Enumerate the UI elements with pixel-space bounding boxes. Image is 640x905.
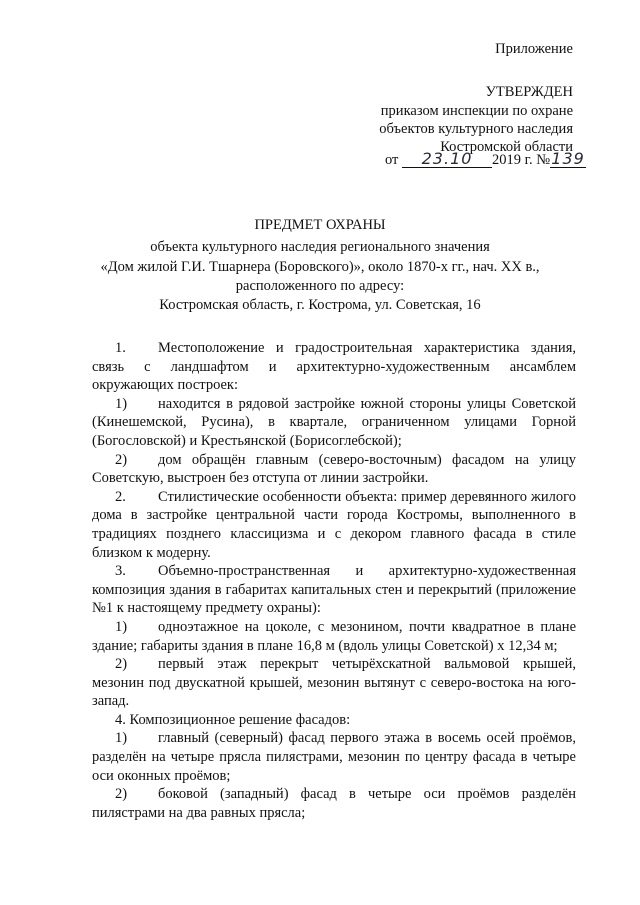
order-line-1: приказом инспекции по охране: [380, 103, 573, 119]
document-title: ПРЕДМЕТ ОХРАНЫ: [254, 217, 386, 233]
paragraph-1-1: 1) находится в рядовой застройке южной стороны улицы Советской (Кинешемской, Русина), в квартале, ограниченном улицами Горной (Богословской) и Крестьянской (Борисоглебской);: [92, 395, 576, 449]
subtitle-line-3: расположенного по адресу:: [235, 278, 405, 294]
paragraph-number: 1): [115, 730, 128, 747]
subtitle-line-2: «Дом жилой Г.И. Тшарнера (Боровского)», около 1870-х гг., нач. XX в.,: [100, 259, 540, 275]
order-line-3: Костромской области: [440, 139, 573, 155]
handwritten-number: 139: [551, 149, 585, 168]
order-date-field: [402, 149, 492, 168]
document-body: [92, 339, 576, 822]
paragraph-number: 2): [115, 786, 128, 803]
paragraph-4-2: 2) боковой (западный) фасад в четыре оси проёмов разделён пилястрами на два равных прясла;: [92, 786, 576, 821]
order-date-line: [385, 149, 586, 169]
subtitle-line-1: объекта культурного наследия регионального значения: [150, 239, 490, 255]
appendix-label: Приложение: [495, 41, 573, 57]
paragraph-number: 1): [115, 395, 128, 412]
paragraph-3-2: 2) первый этаж перекрыт четырёхскатной вальмовой крышей, мезонин под двускатной крышей, мезонин вытянут с северо-востока на юго-запад.: [92, 656, 576, 710]
paragraph-3-1: 1) одноэтажное на цоколе, с мезонином, почти квадратное в плане здание; габариты здания в плане 16,8 м (вдоль улицы Советской) х 12,34 м;: [92, 618, 576, 654]
paragraph-number: 1.: [115, 340, 126, 356]
paragraph-number: 1): [115, 618, 128, 635]
paragraph-2: 2. Стилистические особенности объекта: пример деревянного жилого дома в застройке центральной части города Костромы, выполненного в традициях позднего классицизма и с декором главного фасада в стиле близком к модерну.: [92, 488, 576, 561]
paragraph-4: 4. Композиционное решение фасадов:: [115, 711, 351, 728]
date-suffix: 2019 г. №: [492, 152, 551, 168]
date-prefix: от: [385, 152, 399, 168]
paragraph-number: 3.: [115, 563, 126, 580]
paragraph-1: 1. Местоположение и градостроительная характеристика здания, связь с ландшафтом и архитектурно-художественным ансамблем окружающих построек:: [92, 340, 576, 394]
paragraph-number: 2): [115, 656, 128, 673]
paragraph-number: 2.: [115, 488, 126, 505]
paragraph-3: 3. Объемно-пространственная и архитектурно-художественная композиция здания в габаритах капитальных стен и перекрытий (приложение №1 к настоящему предмету охраны):: [92, 563, 576, 617]
order-number-field: [550, 149, 586, 168]
address-line: Костромская область, г. Кострома, ул. Советская, 16: [159, 297, 481, 313]
paragraph-number: 2): [115, 451, 128, 468]
handwritten-date: 23.10: [421, 149, 473, 168]
approved-label: УТВЕРЖДЕН: [485, 84, 573, 100]
paragraph-4-1: 1) главный (северный) фасад первого этажа в восемь осей проёмов, разделён на четыре прясла пилястрами, мезонин по центру фасада в четыре оси оконных проёмов;: [92, 730, 576, 784]
paragraph-1-2: 2) дом обращён главным (северо-восточным) фасадом на улицу Советскую, выстроен без отступа от линии застройки.: [92, 451, 576, 487]
order-line-2: объектов культурного наследия: [379, 121, 573, 137]
